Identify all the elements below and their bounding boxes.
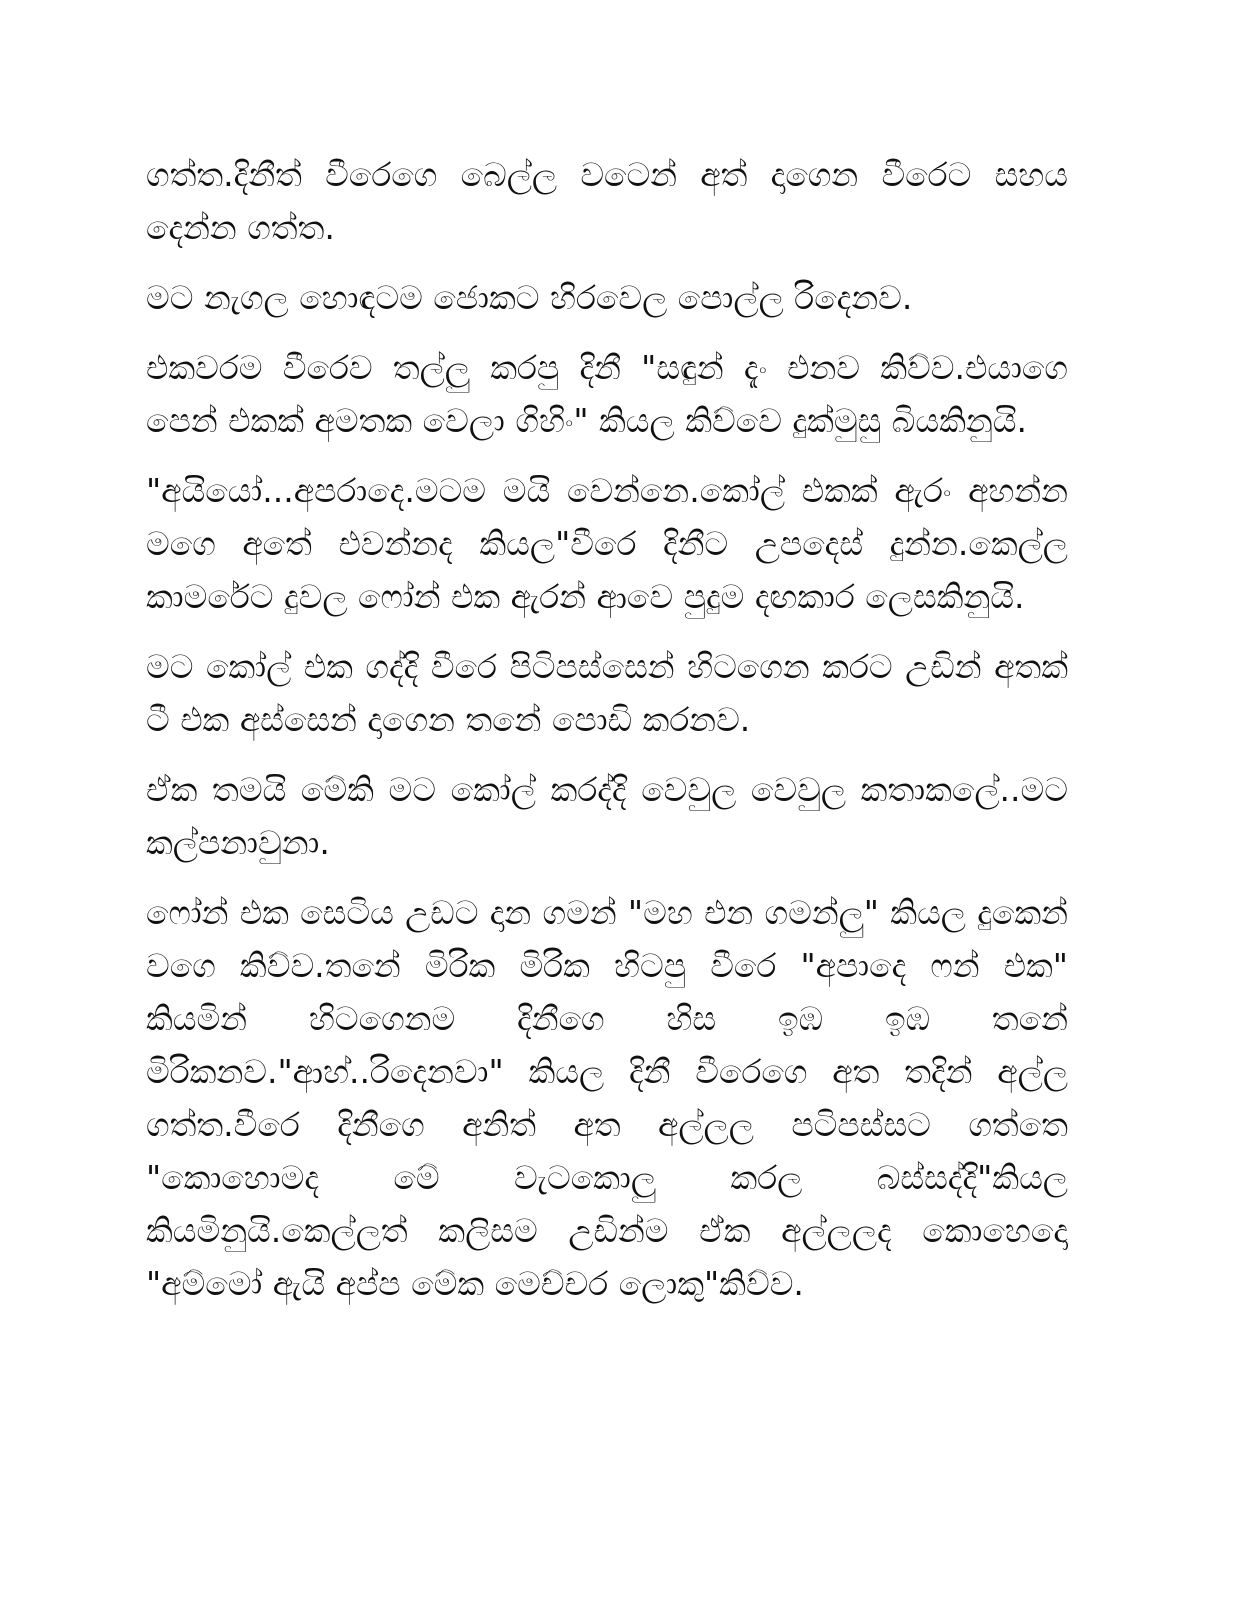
paragraph-4: "අයියෝ...අපරාදෙ.මටම මයි වෙන්නෙ.කෝල් එකක් ඇරං අහන්න මගෙ අතේ එවන්නද කියල"වීරෙ දිනීට උපදෙස් දුන්න.කෙල්ල කාමරේට දුවල ෆෝන් එක ඇරන් ආවෙ පුදුම දඟකාර ලෙසකිනුයි. bbox=[146, 471, 1068, 616]
paragraph-6: ඒක තමයි මේකි මට කෝල් කරද්දි වෙවුල වෙවුල කතාකලේ..මට කල්පනාවුනා. bbox=[146, 770, 1068, 862]
paragraph-2: මට නැගල හොඳටම ජොකට හිරවෙල පොල්ල රිදෙනව. bbox=[146, 278, 913, 317]
paragraph-1: ගත්ත.දිනීත් වීරෙගෙ බෙල්ල වටෙන් අත් දාගෙන වීරෙට සහය දෙන්න ගත්ත. bbox=[146, 155, 1068, 247]
document-body bbox=[146, 148, 1068, 1327]
paragraph-7: ෆෝන් එක සෙටිය උඩට දාන ගමන් "මහ එන ගමන්ලු" කියල දුකෙන් වගෙ කිව්ව.තනේ මිරික මිරික හිටපු වීරෙ "අපාදෙ ෆන් එක" කියමින් හිටගෙනම දිනීගෙ හිස ඉඹ ඉඹ තනේ මිරිකනව."ආහ්..රිදෙනවා" කියල දිනී වීරෙගෙ අත තදින් අල්ල ගත්ත.වීරෙ දිනීගෙ අනිත් අත අල්ලල පටිපස්සට ගත්තෙ "කොහොමද මේ වැටකොලු කරල බස්සද්දි"කියල කියමිනුයි.කෙල්ලත් කලිසම උඩින්ම ඒක අල්ලලද කොහෙදො "අම්මෝ ඇයි අප්ප මේක මෙච්චර ලොකු"කිව්ව. bbox=[146, 893, 1068, 1303]
paragraph-3: එකවරම වීරෙව තල්ලු කරපු දිනී "සඳුන් දැං එනව කිව්ව.එයාගෙ පෙන් එකක් අමතක වෙලා ගිහිං" කියල කිව්වෙ දුක්මුසු බියකිනුයි. bbox=[146, 348, 1068, 440]
paragraph-5: මට කෝල් එක ගද්දි වීරෙ පිටිපස්සෙන් හිටගෙන කරට උඩින් අතක් ටී එක අස්සෙන් දාගෙන තනේ පොඩි කරනව. bbox=[146, 647, 1068, 739]
